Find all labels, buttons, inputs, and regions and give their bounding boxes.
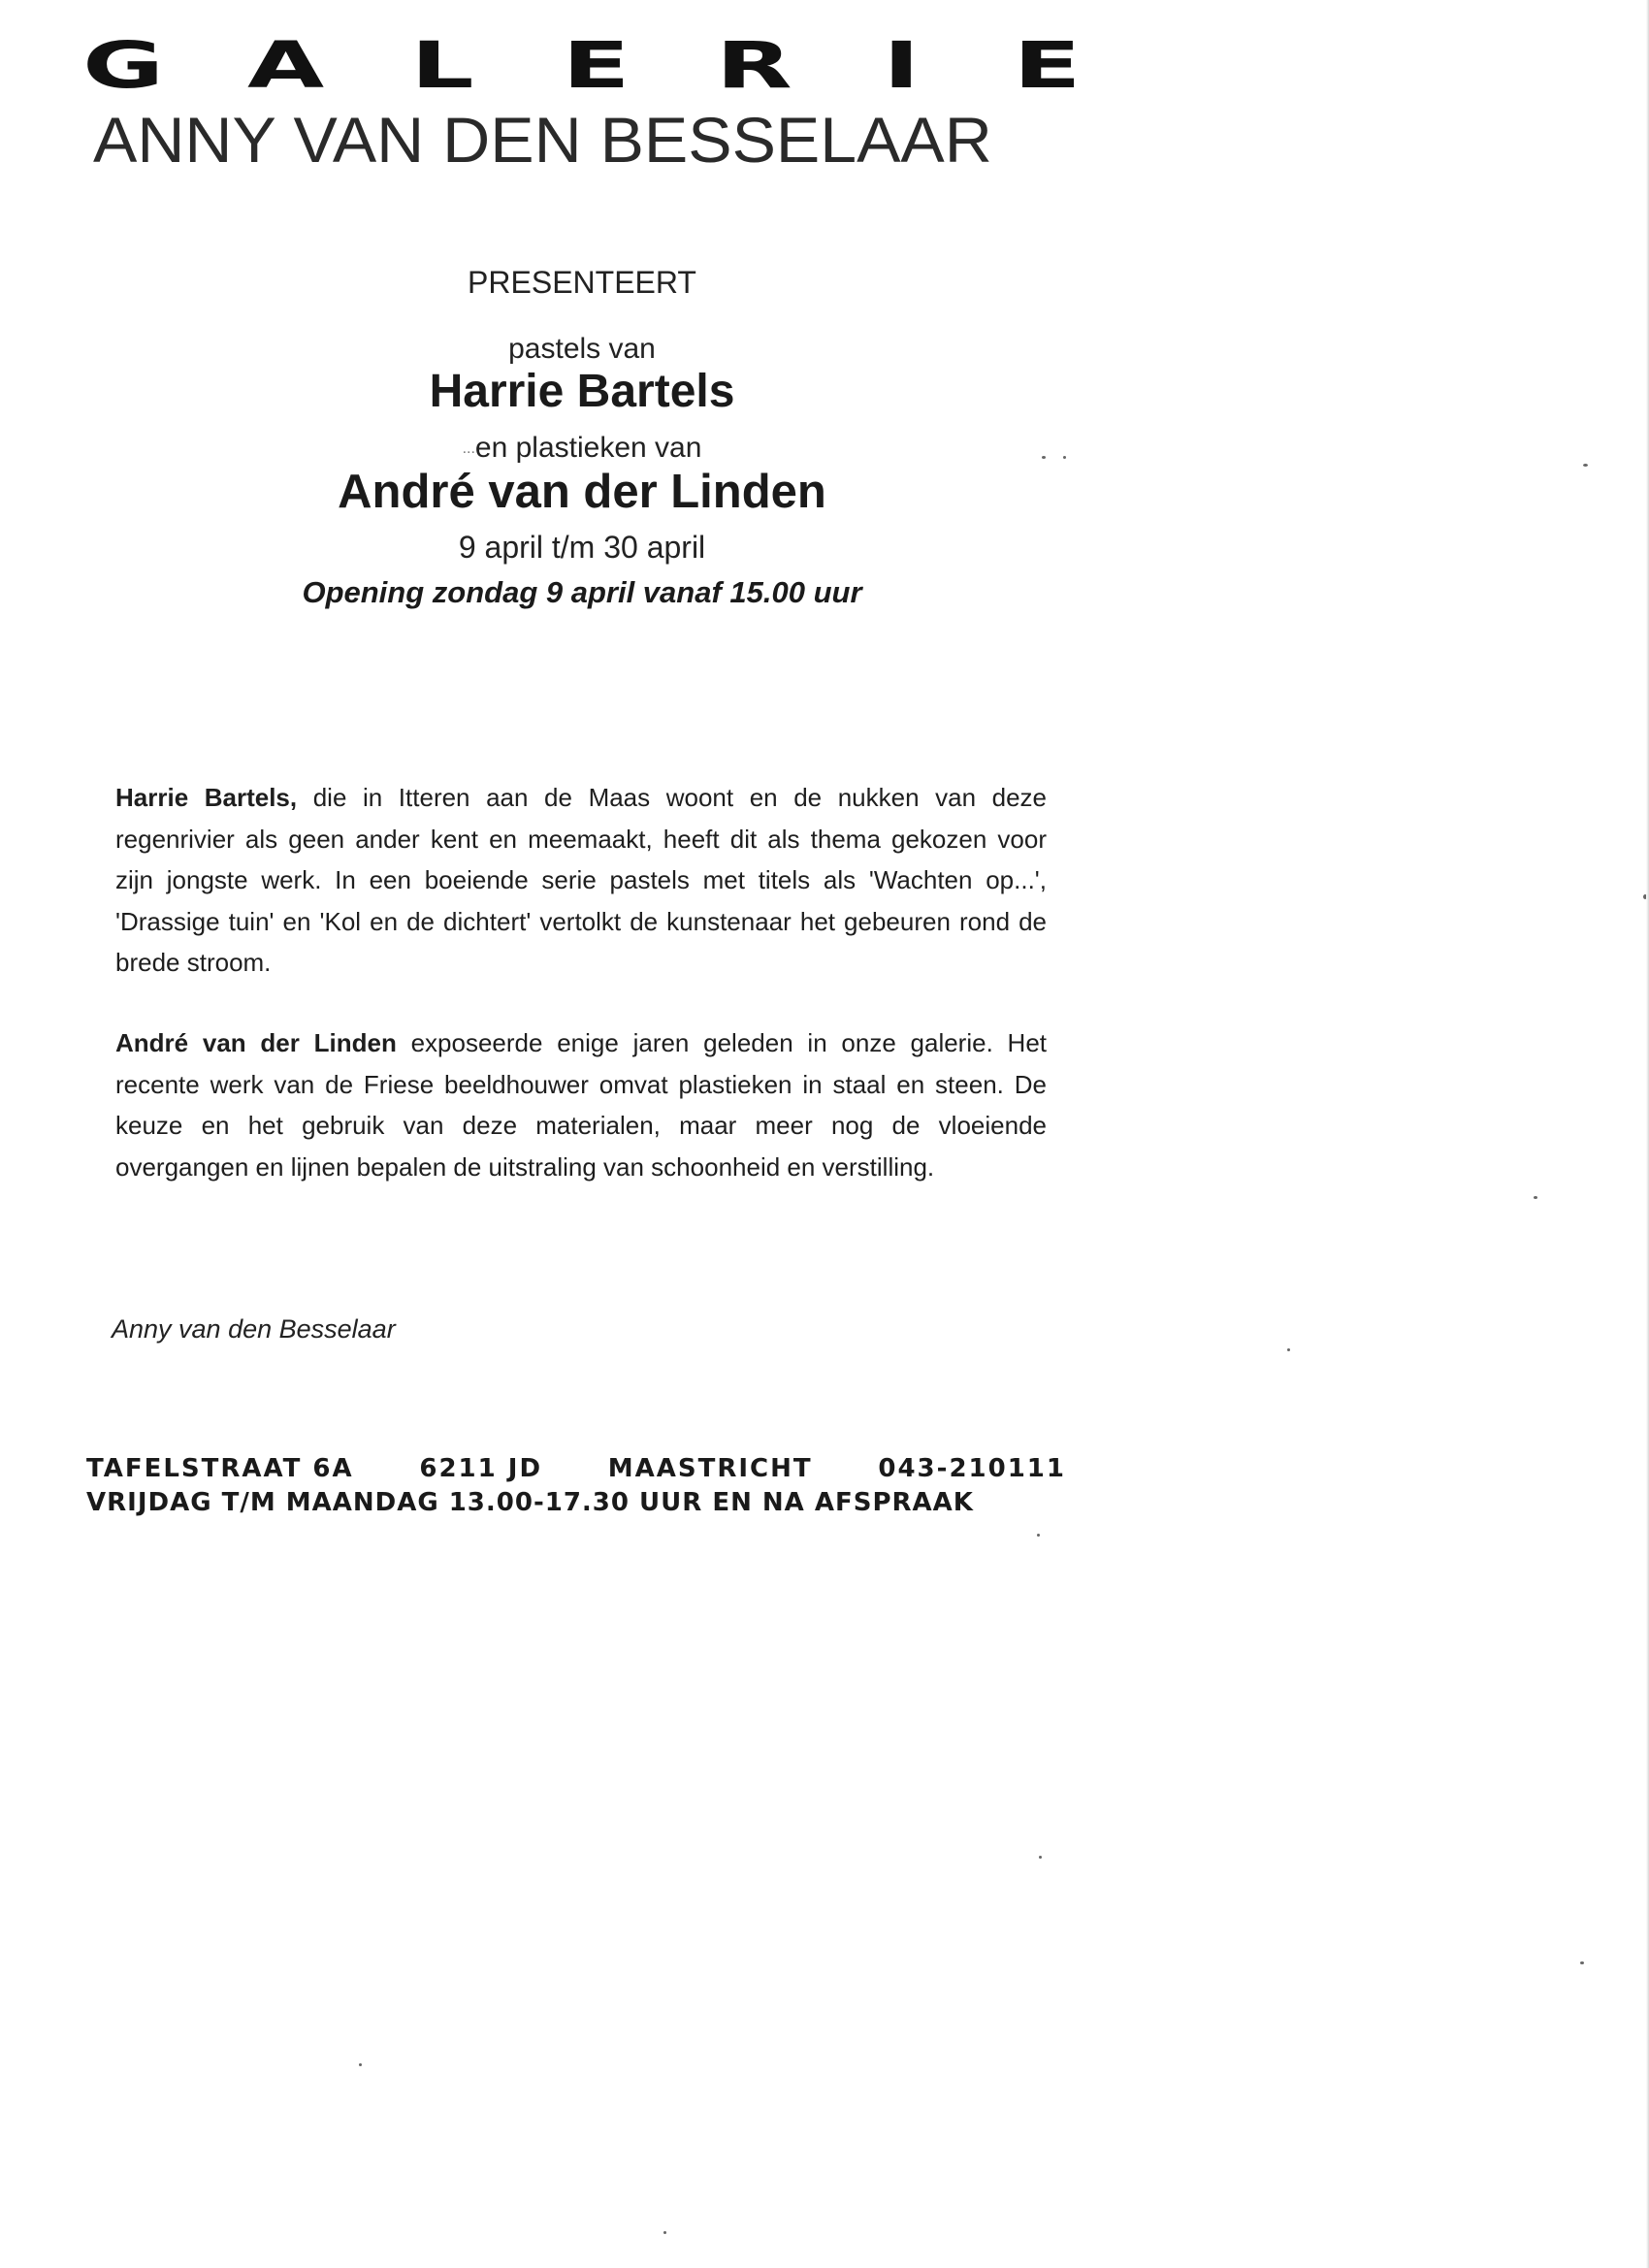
paragraph-text: exposeerde enige jaren geleden in onze galerie. Het (396, 1028, 1048, 1057)
scan-speck (1534, 1196, 1537, 1199)
wordmark-letter: E (1013, 28, 1082, 103)
scan-speck (1287, 1348, 1290, 1351)
intro-prefix-marks: ... (462, 440, 475, 458)
paragraph-line: zijn jongste werk. In een boeiende serie pastels met titels als 'Wachten op...', (115, 865, 1047, 894)
exhibition-dates: 9 april t/m 30 april (458, 530, 706, 565)
gallery-owner-name: ANNY VAN DEN BESSELAAR (93, 104, 992, 176)
paragraph-lead: André van der Linden (115, 1028, 397, 1057)
wordmark-letter: E (562, 28, 630, 103)
paragraph-line: overgangen en lijnen bepalen de uitstraling van schoonheid en verstilling. (115, 1151, 935, 1182)
wordmark-letter: A (246, 28, 325, 103)
wordmark-letter: L (410, 28, 474, 103)
paragraph-line: brede stroom. (115, 948, 272, 977)
artist2-paragraph (115, 1022, 1047, 1187)
scan-speck (1037, 1534, 1040, 1537)
paragraph-lead: Harrie Bartels, (115, 783, 298, 812)
address-postcode: 6211 JD (419, 1454, 543, 1483)
opening-hours: VRIJDAG T/M MAANDAG 13.00-17.30 UUR EN NA AFSPRAAK (86, 1488, 974, 1517)
wordmark-letter: R (715, 28, 792, 103)
scan-speck (1042, 456, 1046, 459)
paragraph-line: recente werk van de Friese beeldhouwer omvat plastieken in staal en steen. De (115, 1069, 1047, 1099)
scan-speck (359, 2063, 362, 2066)
address-city: MAASTRICHT (607, 1454, 813, 1483)
artist-name-primary: Harrie Bartels (429, 366, 735, 417)
paragraph-line: keuze en het gebruik van deze materialen, maar meer nog de vloeiende (115, 1111, 1047, 1140)
intro-sculptures-text: en plastieken van (474, 432, 702, 464)
address-street: TAFELSTRAAT 6A (86, 1454, 354, 1483)
presents-heading: PRESENTEERT (468, 265, 696, 300)
gallery-wordmark (82, 28, 1082, 103)
scan-speck (663, 2231, 666, 2234)
paragraph-text: die in Itteren aan de Maas woont en de nukken van deze (297, 783, 1047, 812)
scan-speck (1580, 1961, 1584, 1964)
opening-line: Opening zondag 9 april vanaf 15.00 uur (302, 575, 862, 609)
wordmark-letter: G (82, 28, 165, 103)
paragraph-line: 'Drassige tuin' en 'Kol en de dichtert' vertolkt de kunstenaar het gebeuren rond de (115, 906, 1047, 936)
wordmark-letter: I (883, 28, 921, 103)
intro-pastels: pastels van (508, 333, 656, 365)
artist-name-secondary: André van der Linden (338, 466, 826, 518)
address-line (86, 1451, 1066, 1486)
scan-speck (1063, 456, 1066, 459)
paragraph-line: regenrivier als geen ander kent en meemaakt, heeft dit als thema gekozen voor (115, 824, 1047, 854)
scan-speck (1039, 1856, 1042, 1859)
address-phone: 043-210111 (878, 1454, 1066, 1483)
signature: Anny van den Besselaar (112, 1314, 396, 1344)
paragraph-line (115, 1022, 1047, 1064)
scan-speck (1583, 464, 1588, 467)
paragraph-line (115, 777, 1047, 819)
artist1-paragraph (115, 777, 1047, 984)
